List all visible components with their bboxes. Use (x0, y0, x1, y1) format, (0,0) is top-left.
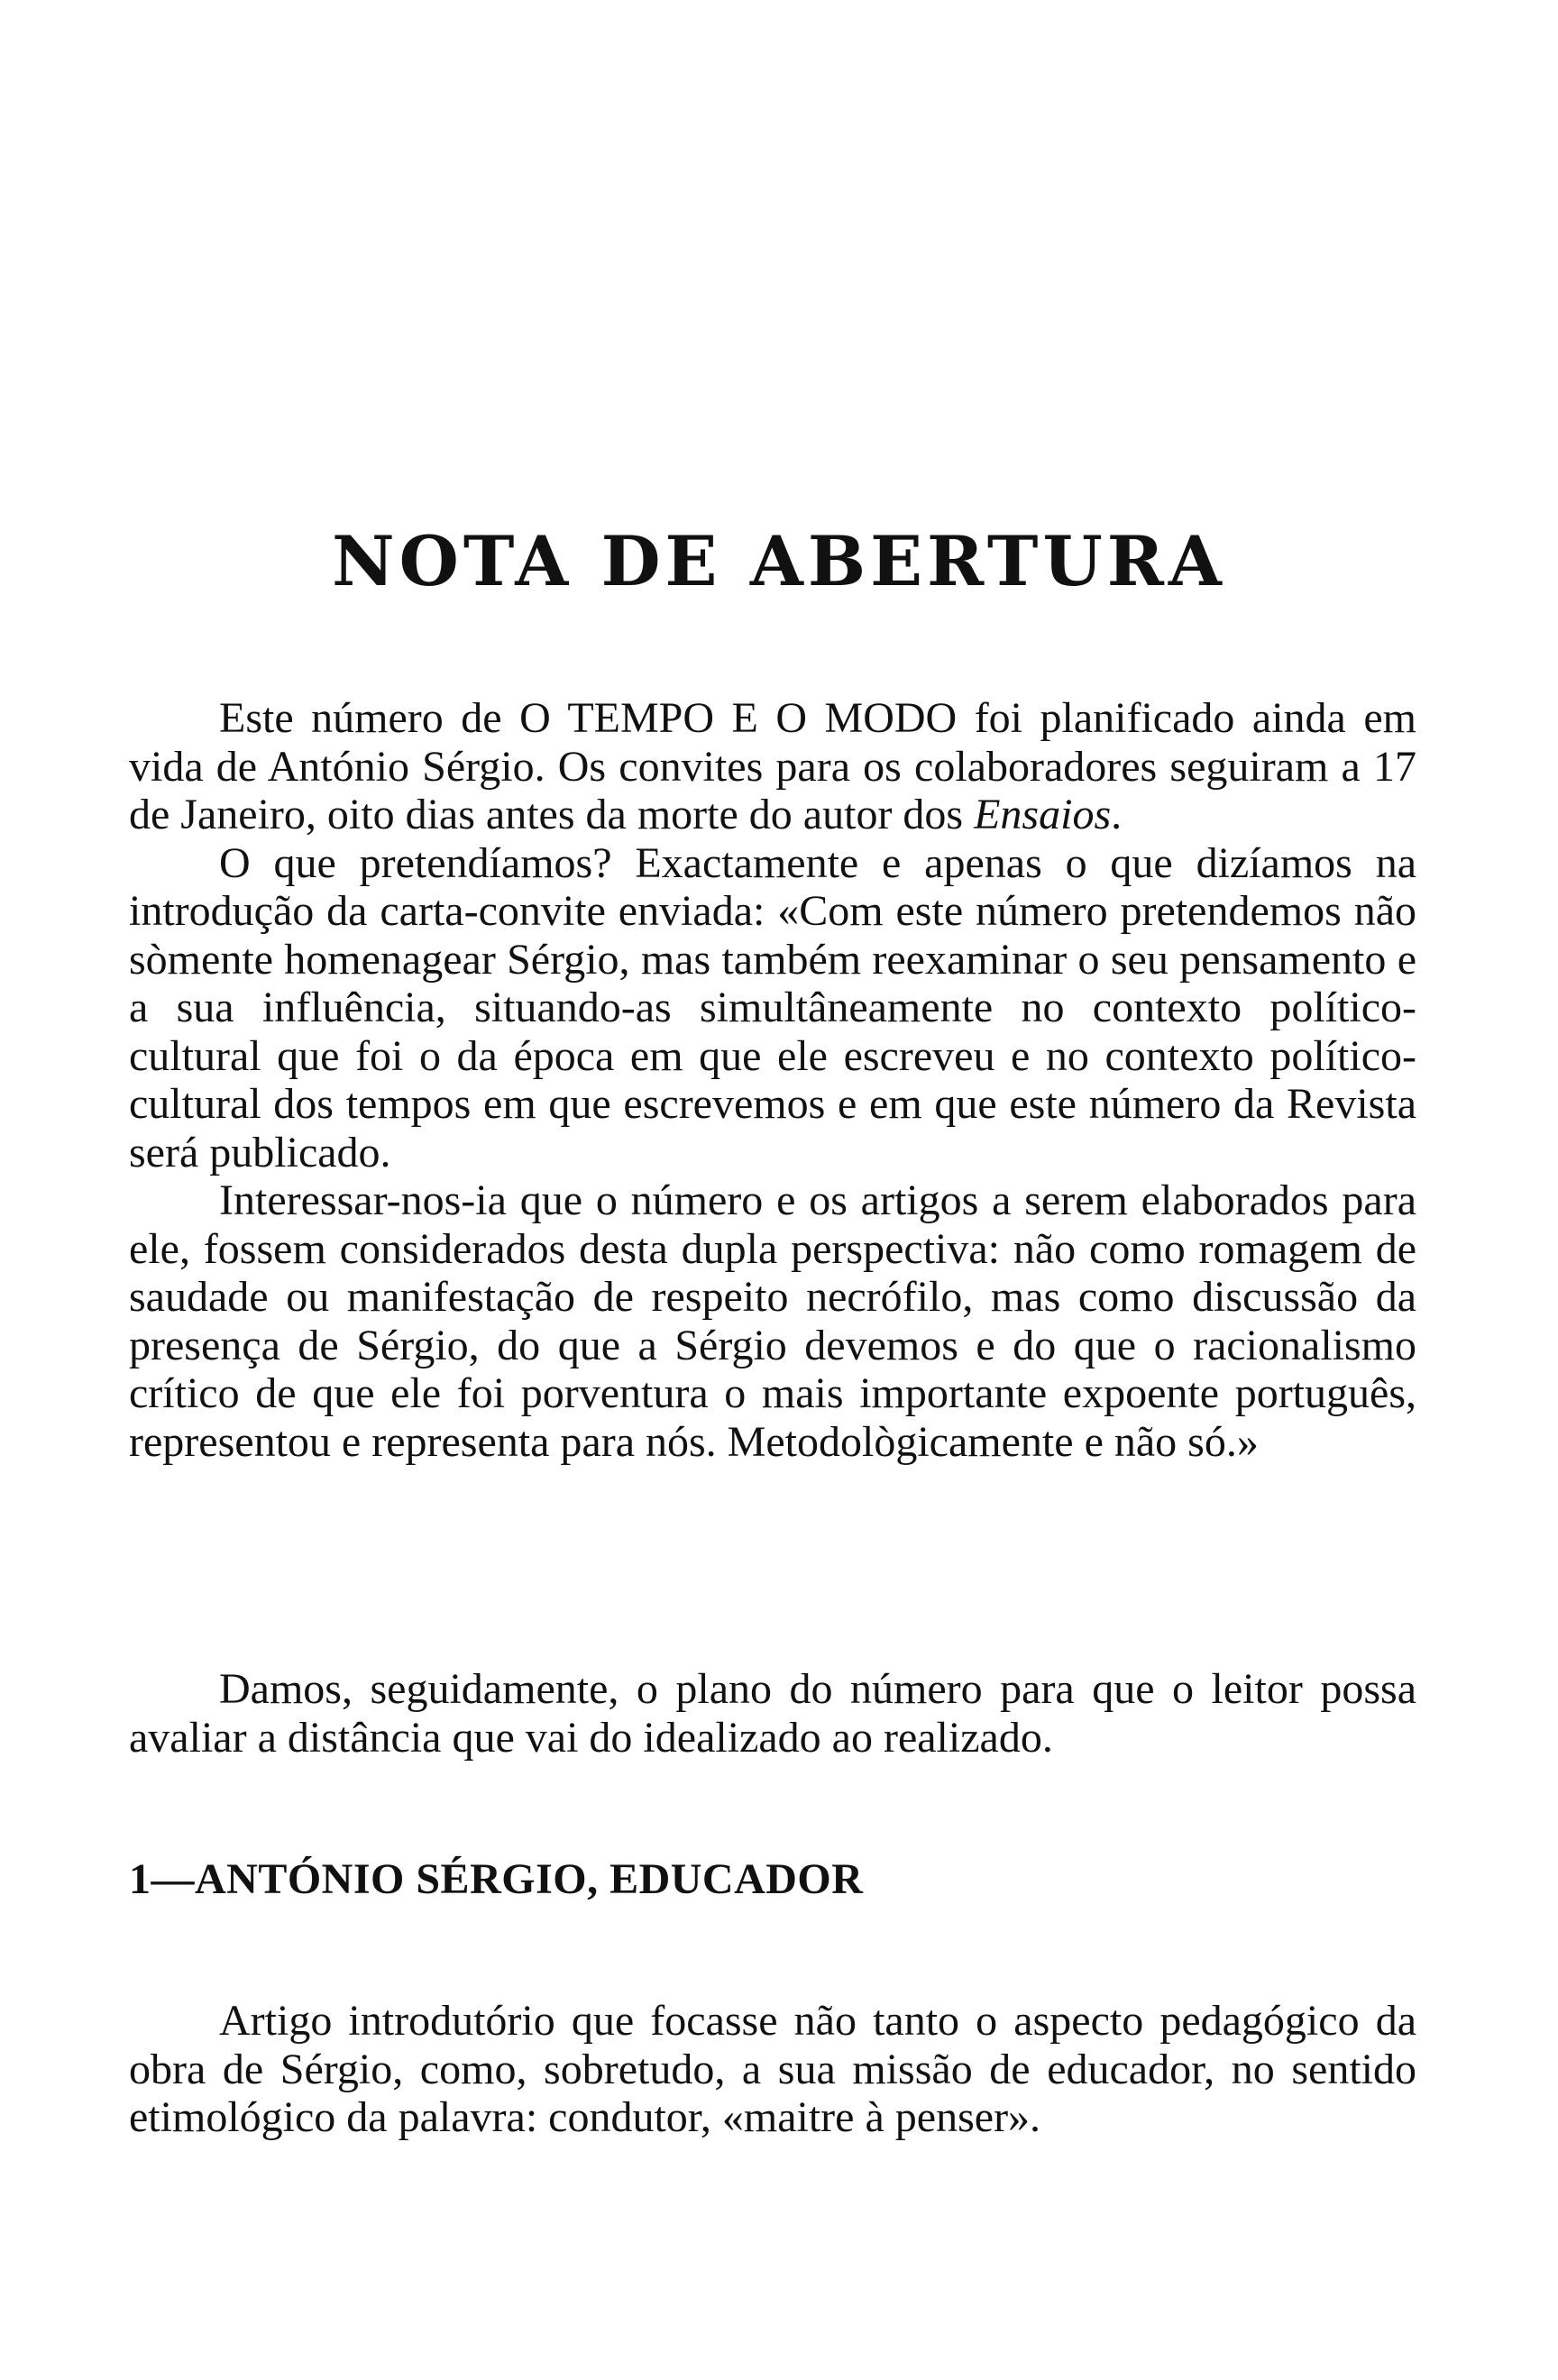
paragraph-4: Damos, seguidamente, o plano do número para que o leitor possa avaliar a distância que vai do idealizado ao realizado. (129, 1665, 1416, 1762)
section-heading: 1—ANTÓNIO SÉRGIO, EDUCADOR (129, 1855, 864, 1903)
section-text (129, 1997, 1416, 2142)
paragraph-1-text: Este número de O TEMPO E O MODO foi planificado ainda em vida de António Sérgio. Os convites para os colaboradores seguiram a 17 de Janeiro, oito dias antes da morte do autor dos (129, 694, 1416, 838)
plan-text (129, 1665, 1416, 1762)
paragraph-1 (129, 694, 1416, 839)
intro-text (129, 694, 1416, 1466)
section-paragraph: Artigo introdutório que focasse não tanto o aspecto pedagógico da obra de Sérgio, como, sobretudo, a sua missão de educador, no sentido etimológico da palavra: condutor, «maitre à penser». (129, 1997, 1416, 2141)
page-title: NOTA DE ABERTURA (332, 521, 1226, 601)
paragraph-2: O que pretendíamos? Exactamente e apenas o que dizíamos na introdução da carta-convite enviada: «Com este número pretendemos não sòmente homenagear Sérgio, mas também reexaminar o seu pensamento e a sua influência, situando-as simultâneamente no contexto político-cultural que foi o da época em que ele escreveu e no contexto político-cultural dos tempos em que escrevemos e em que este número da Revista será publicado. (129, 838, 1416, 1176)
paragraph-3: Interessar-nos-ia que o número e os artigos a serem elaborados para ele, fossem considerados desta dupla perspectiva: não como romagem de saudade ou manifestação de respeito necrófilo, mas como discussão da presença de Sérgio, do que a Sérgio devemos e do que o racionalismo crítico de que ele foi porventura o mais importante expoente português, representou e representa para nós. Metodològicamente e não só.» (129, 1176, 1416, 1466)
book-title-italic: Ensaios (974, 791, 1112, 838)
paragraph-1-end: . (1111, 791, 1123, 838)
